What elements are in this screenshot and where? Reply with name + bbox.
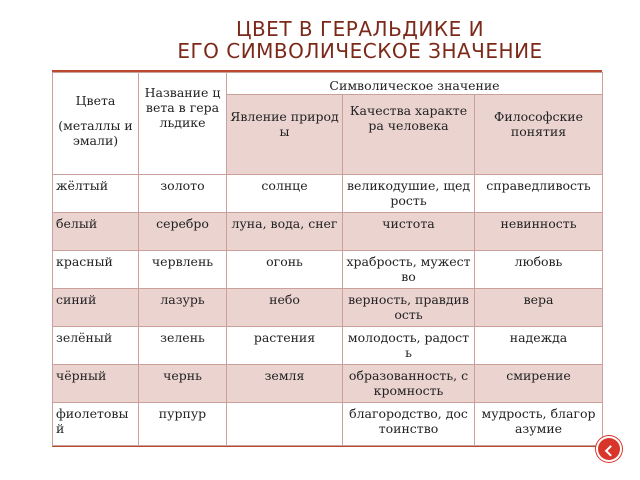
page-title-line1: ЦВЕТ В ГЕРАЛЬДИКЕ И <box>235 17 485 41</box>
table-row <box>53 213 603 251</box>
cell-nature: растения <box>227 327 343 365</box>
cell-heraldic: зелень <box>139 327 227 365</box>
cell-philosophy: справедливость <box>475 175 603 213</box>
cell-color: фиолетовый <box>53 403 139 446</box>
heraldry-table <box>52 72 603 446</box>
cell-nature: луна, вода, снег <box>227 213 343 251</box>
cell-nature: солнце <box>227 175 343 213</box>
cell-heraldic: серебро <box>139 213 227 251</box>
cell-heraldic: золото <box>139 175 227 213</box>
cell-philosophy: невинность <box>475 213 603 251</box>
cell-character: молодость, радость <box>343 327 475 365</box>
cell-heraldic: пурпур <box>139 403 227 446</box>
cell-character: верность, правдивость <box>343 289 475 327</box>
chevron-up-icon[interactable] <box>598 438 620 460</box>
header-philosophy-label: Философские понятия <box>493 109 584 139</box>
page-title <box>110 18 610 62</box>
table-row <box>53 175 603 213</box>
header-symbolic: Символическое значение <box>227 73 603 95</box>
cell-philosophy: мудрость, благоразумие <box>475 403 603 446</box>
cell-nature <box>227 403 343 446</box>
cell-philosophy: вера <box>475 289 603 327</box>
header-nature: Явление природы <box>227 95 343 175</box>
header-character: Качества характера человека <box>343 95 475 175</box>
header-colors-label: Цвета <box>75 93 116 108</box>
cell-philosophy: любовь <box>475 251 603 289</box>
cell-color: жёлтый <box>53 175 139 213</box>
cell-heraldic: лазурь <box>139 289 227 327</box>
cell-nature: небо <box>227 289 343 327</box>
cell-character: чистота <box>343 213 475 251</box>
cell-color: синий <box>53 289 139 327</box>
cell-philosophy: надежда <box>475 327 603 365</box>
cell-color: красный <box>53 251 139 289</box>
cell-heraldic: червлень <box>139 251 227 289</box>
cell-color: белый <box>53 213 139 251</box>
cell-character: храбрость, мужество <box>343 251 475 289</box>
header-colors <box>53 73 139 175</box>
cell-nature: земля <box>227 365 343 403</box>
cell-character: благородство, достоинство <box>343 403 475 446</box>
table-row <box>53 403 603 446</box>
header-philosophy <box>475 95 603 175</box>
header-colors-sub: (металлы и эмали) <box>58 118 133 148</box>
cell-character: образованность, скромность <box>343 365 475 403</box>
cell-color: зелёный <box>53 327 139 365</box>
page-title-line2: ЕГО СИМВОЛИЧЕСКОЕ ЗНАЧЕНИЕ <box>177 39 543 63</box>
cell-nature: огонь <box>227 251 343 289</box>
cell-philosophy: смирение <box>475 365 603 403</box>
table-row <box>53 365 603 403</box>
table-row <box>53 327 603 365</box>
cell-character: великодушие, щедрость <box>343 175 475 213</box>
bottom-rule <box>52 446 602 447</box>
cell-color: чёрный <box>53 365 139 403</box>
cell-heraldic: чернь <box>139 365 227 403</box>
table-row <box>53 289 603 327</box>
table-row <box>53 251 603 289</box>
header-heraldic-name: Название цвета в геральдике <box>139 73 227 175</box>
